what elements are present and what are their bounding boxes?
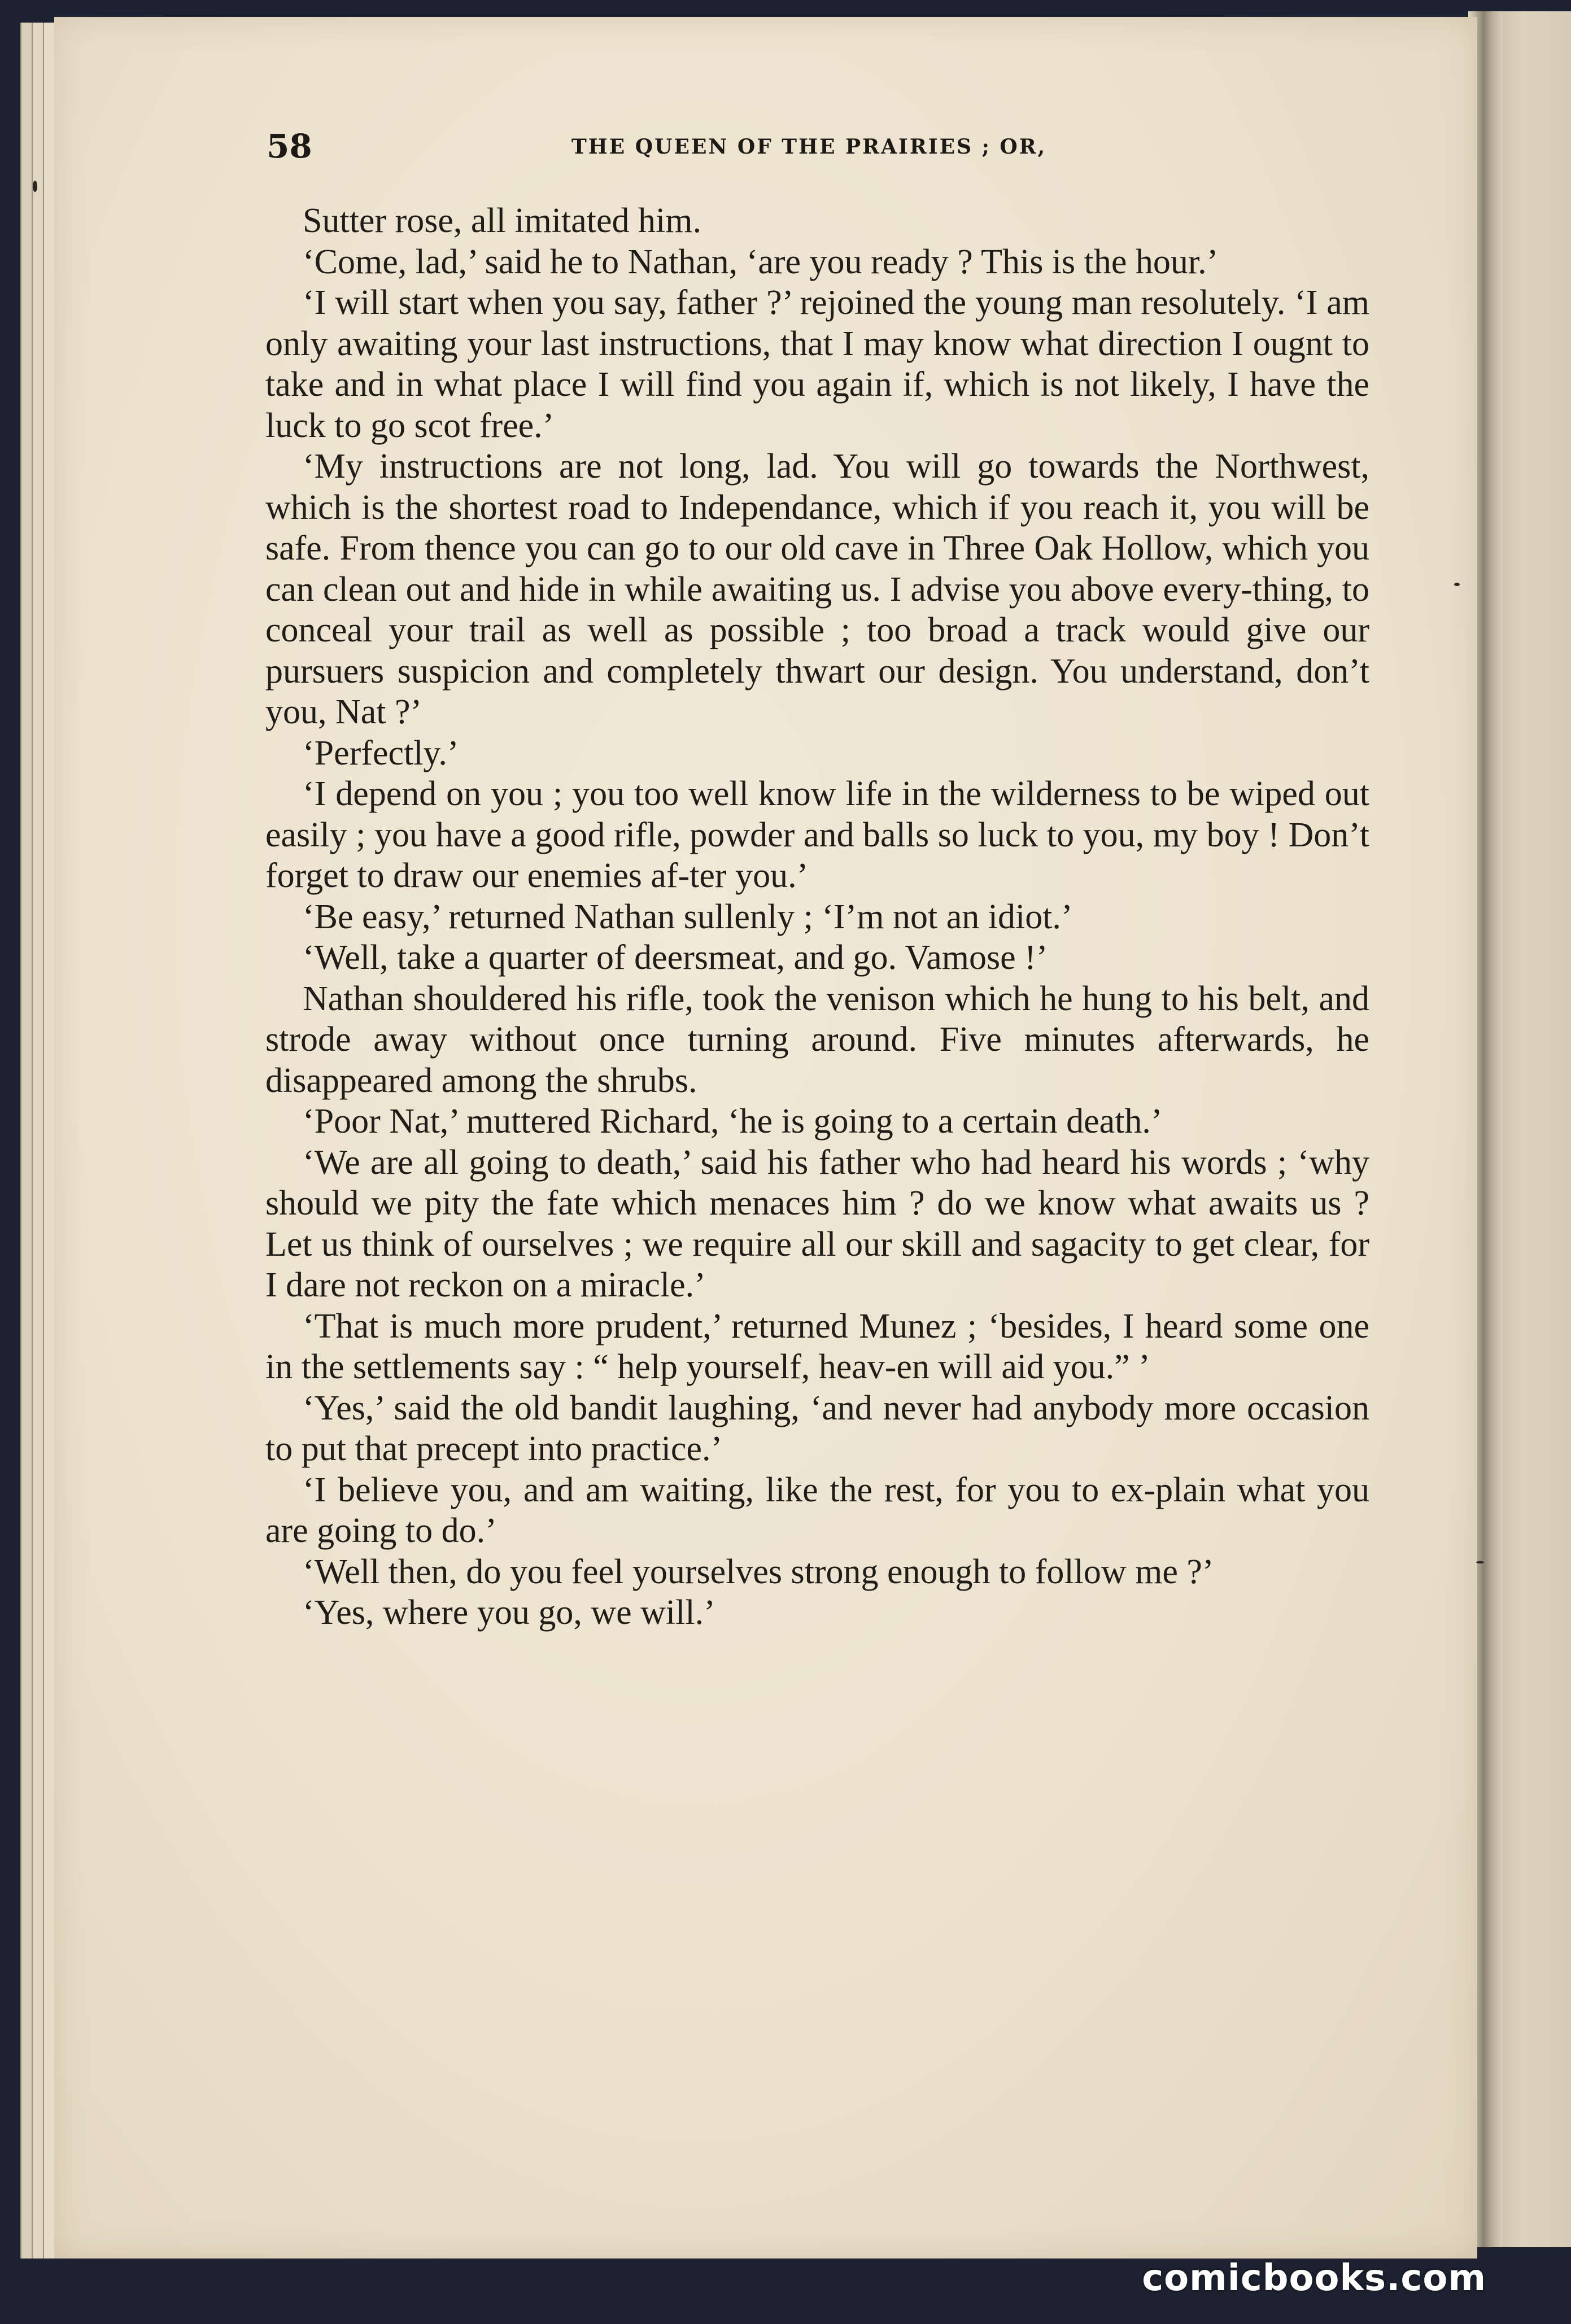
running-head: [267, 127, 1373, 167]
paragraph: Nathan shouldered his rifle, took the venison which he hung to his belt, and strode away without once turning around. Five minutes afterwards, he disappeared among the shrubs.: [265, 979, 1369, 1100]
paragraph: ‘Yes, where you go, we will.’: [303, 1593, 715, 1632]
paragraph: ‘That is much more prudent,’ returned Munez ; ‘besides, I heard some one in the settlements say : “ help yourself, heav-en will aid you.” ’: [265, 1307, 1369, 1386]
paragraph: ‘We are all going to death,’ said his father who had heard his words ; ‘why should we pity the fate which menaces him ? do we know what awaits us ? Let us think of ourselves ; we require all our skill and sagacity to get clear, for I dare not reckon on a miracle.’: [265, 1143, 1369, 1304]
paper-speck: [1454, 583, 1460, 586]
page-number: 58: [267, 127, 312, 165]
running-title: THE QUEEN OF THE PRAIRIES ; OR,: [571, 135, 1047, 159]
paper-speck: [33, 181, 37, 192]
body-text: [265, 200, 1369, 1633]
paragraph: Sutter rose, all imitated him.: [303, 202, 701, 240]
paragraph: ‘Come, lad,’ said he to Nathan, ‘are you ready ? This is the hour.’: [303, 242, 1219, 281]
paragraph: ‘I believe you, and am waiting, like the rest, for you to ex-plain what you are going to do.’: [265, 1470, 1369, 1550]
paragraph: ‘My instructions are not long, lad. You will go towards the Northwest, which is the shortest road to Independance, which if you reach it, you will be safe. From thence you can go to our old cave in Three Oak Hollow, which you can clean out and hide in while awaiting us. I advise you above every-thing, to conceal your trail as well as possible ; too broad a track would give our pursuers suspicion and completely thwart our design. You understand, don’t you, Nat ?’: [265, 447, 1369, 731]
paragraph: ‘Be easy,’ returned Nathan sullenly ; ‘I’m not an idiot.’: [303, 897, 1073, 936]
paragraph: ‘Perfectly.’: [303, 733, 459, 772]
paper-speck: [1476, 1561, 1484, 1563]
watermark-logo: comicbooks.com: [1142, 2257, 1486, 2299]
paragraph: ‘I will start when you say, father ?’ rejoined the young man resolutely. ‘I am only awaiting your last instructions, that I may know what direction I ougnt to take and in what place I will find you again if, which is not likely, I have the luck to go scot free.’: [265, 283, 1369, 445]
paragraph: ‘Poor Nat,’ muttered Richard, ‘he is going to a certain death.’: [303, 1102, 1163, 1141]
paragraph: ‘Well, take a quarter of deersmeat, and go. Vamose !’: [303, 938, 1048, 977]
paragraph: ‘Yes,’ said the old bandit laughing, ‘and never had anybody more occasion to put that precept into practice.’: [265, 1388, 1369, 1468]
facing-page-edge: [1491, 11, 1571, 2247]
paragraph: ‘I depend on you ; you too well know life in the wilderness to be wiped out easily ; you have a good rifle, powder and balls so luck to you, my boy ! Don’t forget to draw our enemies af-ter you.’: [265, 775, 1369, 895]
paragraph: ‘Well then, do you feel yourselves strong enough to follow me ?’: [303, 1552, 1214, 1591]
